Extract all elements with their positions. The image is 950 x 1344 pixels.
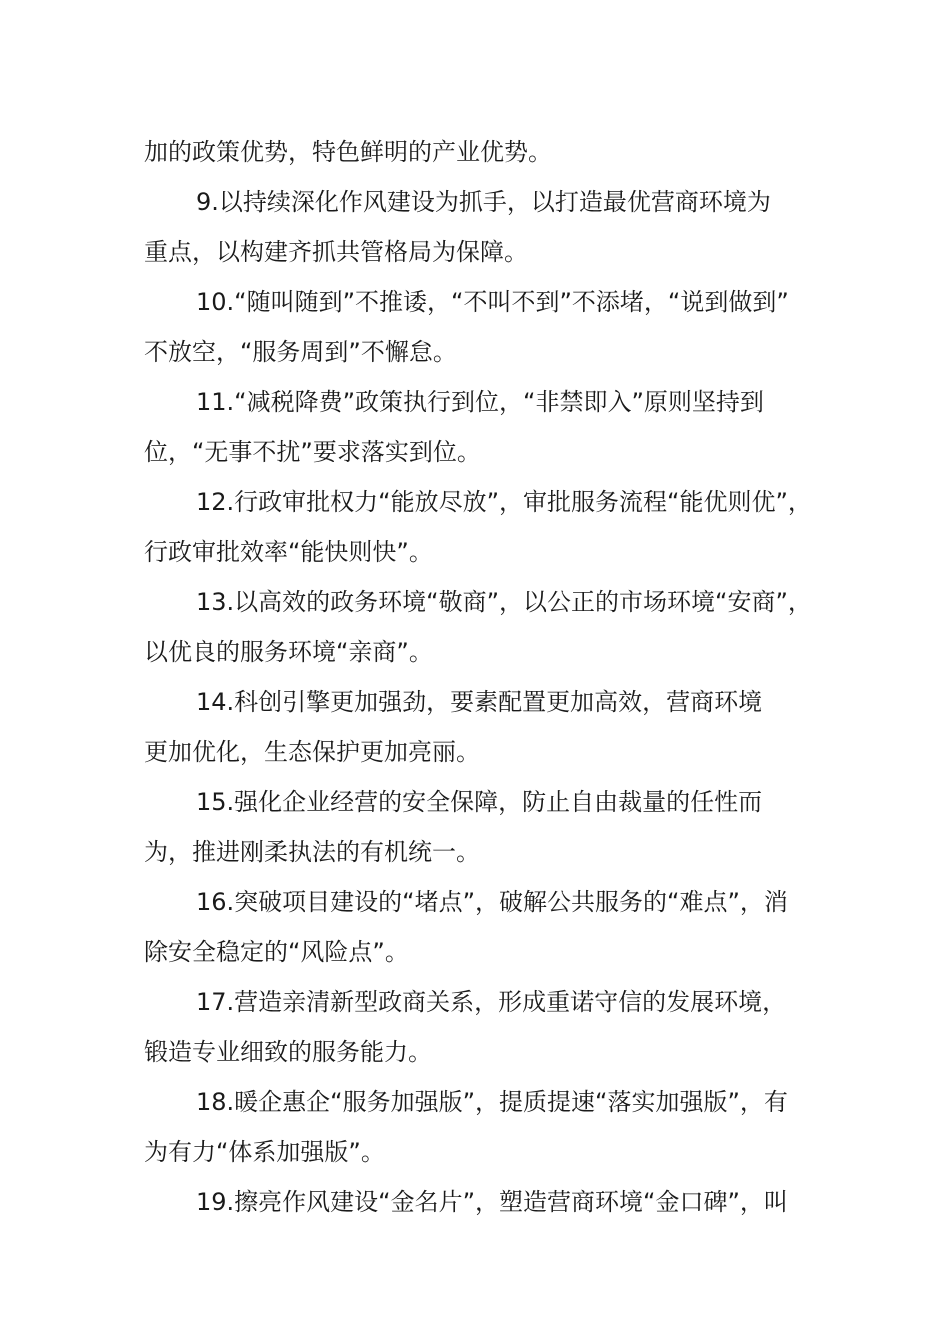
item-13-line-1: 13.以高效的政务环境“敬商”，以公正的市场环境“安商”， xyxy=(196,588,812,616)
item-17-line-2: 锻造专业细致的服务能力。 xyxy=(144,1038,432,1066)
item-17-line-1: 17.营造亲清新型政商关系，形成重诺守信的发展环境， xyxy=(196,988,787,1016)
item-14-line-2: 更加优化，生态保护更加亮丽。 xyxy=(144,738,480,766)
item-16-line-1: 16.突破项目建设的“堵点”，破解公共服务的“难点”，消 xyxy=(196,888,788,916)
item-9-line-1: 9.以持续深化作风建设为抓手，以打造最优营商环境为 xyxy=(196,188,771,216)
item-18-line-2: 为有力“体系加强版”。 xyxy=(144,1138,385,1166)
item-19-line-1: 19.擦亮作风建设“金名片”，塑造营商环境“金口碑”，叫 xyxy=(196,1188,788,1216)
item-11-line-1: 11.“减税降费”政策执行到位，“非禁即入”原则坚持到 xyxy=(196,388,764,416)
item-10-line-2: 不放空，“服务周到”不懈怠。 xyxy=(144,338,457,366)
document-body xyxy=(144,127,844,1227)
item-13-line-2: 以优良的服务环境“亲商”。 xyxy=(144,638,433,666)
item-12-line-2: 行政审批效率“能快则快”。 xyxy=(144,538,433,566)
item-15-line-1: 15.强化企业经营的安全保障，防止自由裁量的任性而 xyxy=(196,788,763,816)
item-10-line-1: 10.“随叫随到”不推诿，“不叫不到”不添堵，“说到做到” xyxy=(196,288,789,316)
item-9-line-2: 重点，以构建齐抓共管格局为保障。 xyxy=(144,238,528,266)
item-16-line-2: 除安全稳定的“风险点”。 xyxy=(144,938,409,966)
text-line: 加的政策优势，特色鲜明的产业优势。 xyxy=(144,138,552,166)
item-15-line-2: 为，推进刚柔执法的有机统一。 xyxy=(144,838,480,866)
item-11-line-2: 位，“无事不扰”要求落实到位。 xyxy=(144,438,481,466)
item-14-line-1: 14.科创引擎更加强劲，要素配置更加高效，营商环境 xyxy=(196,688,763,716)
item-12-line-1: 12.行政审批权力“能放尽放”，审批服务流程“能优则优”， xyxy=(196,488,812,516)
item-18-line-1: 18.暖企惠企“服务加强版”，提质提速“落实加强版”，有 xyxy=(196,1088,788,1116)
